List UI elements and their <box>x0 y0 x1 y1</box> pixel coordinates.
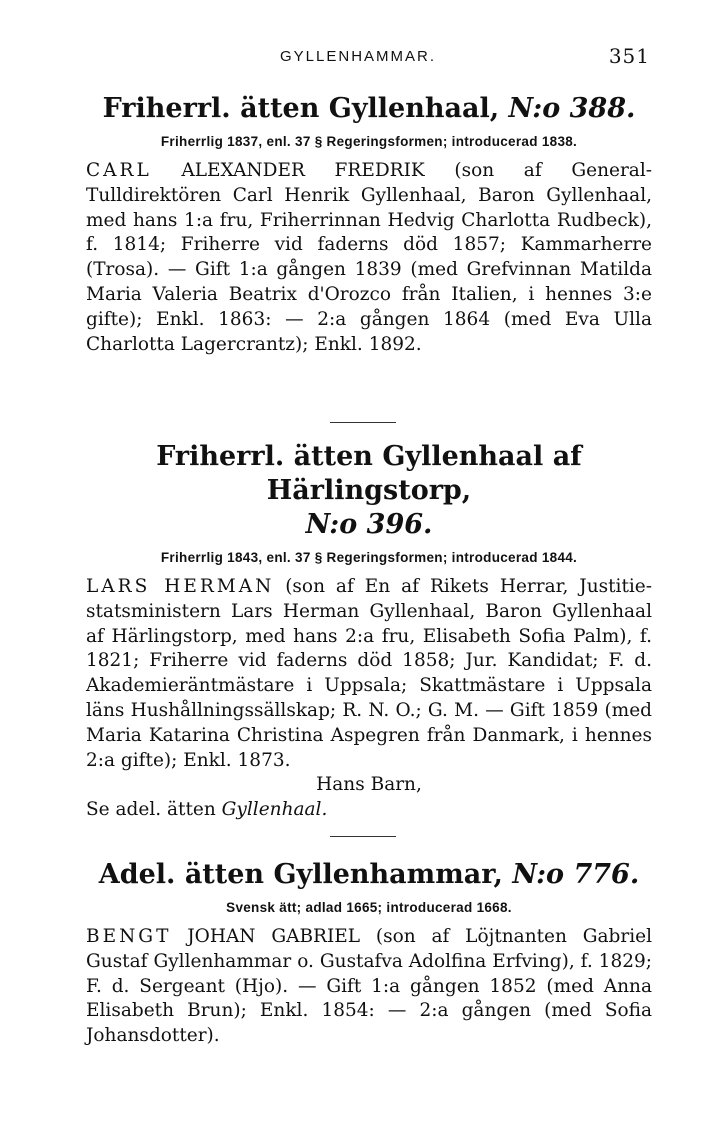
page-number: 351 <box>608 44 650 68</box>
entry-text: JOHAN GABRIEL (son af Löjtnanten Gabriel Gustaf Gyllenhammar o. Gustafva Adolfina Erfving), f. 1829; F. d. Sergeant (Hjo). — Gift 1:a gången 1852 (med Anna Elisabeth Brun); Enkl. 1854: — 2:a gången (med Sofia Johansdotter). <box>86 926 653 1047</box>
entry-lead: CARL <box>86 160 152 181</box>
title-number: N:o 388. <box>508 93 636 124</box>
see-reference <box>86 799 327 820</box>
family-title <box>86 440 652 542</box>
section-gyllenhaal <box>86 92 652 357</box>
section-divider <box>330 836 396 837</box>
family-meta: Svensk ätt; adlad 1665; introducerad 1668. <box>226 900 512 915</box>
family-title <box>86 92 652 126</box>
title-name: Gyllenhammar, <box>273 859 503 890</box>
running-head-title: GYLLENHAMMAR. <box>280 48 437 65</box>
title-number: N:o 776. <box>512 859 640 890</box>
family-meta: Friherrlig 1837, enl. 37 § Regeringsformen; introducerad 1838. <box>160 134 578 149</box>
title-prefix: Friherrl. ätten <box>156 441 373 472</box>
children-heading: Hans Barn, <box>316 774 422 796</box>
running-head <box>90 44 650 74</box>
entry-text: ALEXANDER FREDRIK (son af General-Tulldirektören Carl Henrik Gyllenhaal, Baron Gyllenhaal, med hans 1:a fru, Friherrinnan Hedvig Charlotta Rudbeck), f. 1814; Friherre vid faderns död 1857; Kammarherre (Trosa). — Gift 1:a gången 1839 (med Grefvinnan Matilda Maria Valeria Beatrix d'Orozco från Italien, i hennes 3:e gifte); Enkl. 1863: — 2:a gången 1864 (med Eva Ulla Charlotta Lagercrantz); Enkl. 1892. <box>86 160 652 355</box>
family-title <box>86 858 652 892</box>
title-name: Gyllenhaal af Härlingstorp, <box>266 441 582 506</box>
title-prefix: Adel. ätten <box>98 859 265 890</box>
title-number: N:o 396. <box>305 509 433 540</box>
person-entry <box>86 575 652 823</box>
person-entry <box>86 925 652 1049</box>
see-name: Gyllenhaal. <box>221 799 328 821</box>
section-divider <box>330 422 396 423</box>
section-gyllenhaal-af-harlingstorp <box>86 440 652 823</box>
section-gyllenhammar <box>86 858 652 1049</box>
entry-lead: LARS HERMAN <box>86 576 275 597</box>
entry-lead: BENGT <box>86 926 172 947</box>
entry-text: (son af En af Rikets Herrar, Justitie-statsministern Lars Herman Gyllenhaal, Baron Gyllenhaal af Härlingstorp, med hans 2:a fru, Elisabeth Sofia Palm), f. 1821; Friherre vid faderns död 1858; Jur. Kandidat; F. d. Akademieräntmästare i Uppsala; Skattmästare i Uppsala läns Hushållningssällskap; R. N. O.; G. M. — Gift 1859 (med Maria Katarina Christina Aspegren från Danmark, i hennes 2:a gifte); Enkl. 1873. <box>86 576 652 771</box>
title-prefix: Friherrl. ätten <box>102 93 320 124</box>
see-prefix: Se adel. ätten <box>86 799 216 821</box>
person-entry <box>86 159 652 357</box>
title-name: Gyllenhaal, <box>328 93 500 124</box>
family-meta: Friherrlig 1843, enl. 37 § Regeringsformen; introducerad 1844. <box>160 550 578 565</box>
